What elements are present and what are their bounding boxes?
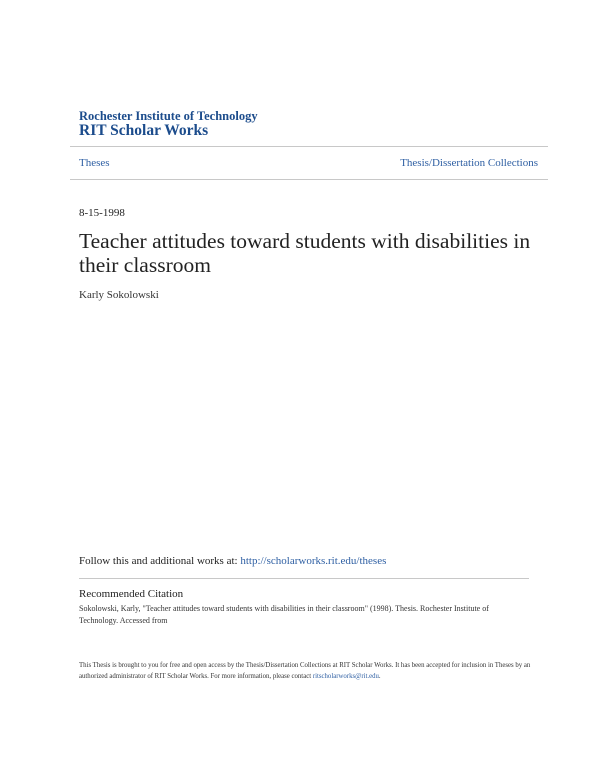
collections-link[interactable]: Thesis/Dissertation Collections — [400, 157, 538, 169]
footer-notice — [79, 660, 539, 682]
footer-text: This Thesis is brought to you for free and open access by the Thesis/Dissertation Collections at RIT Scholar Works. It has been accepted for inclusion in Theses by an authorized administrator of RIT Scholar Works. For more information, please contact — [79, 662, 531, 680]
theses-url-link[interactable]: http://scholarworks.rit.edu/theses — [240, 555, 387, 567]
citation-text: Sokolowski, Karly, "Teacher attitudes toward students with disabilities in their classroom" (1998). Thesis. Rochester Institute of Technology. Accessed from — [79, 604, 489, 625]
institution-name: Rochester Institute of Technology — [79, 109, 258, 123]
theses-link[interactable]: Theses — [79, 157, 110, 169]
follow-line — [79, 555, 386, 567]
citation-heading: Recommended Citation — [79, 588, 184, 600]
header-divider — [70, 146, 548, 147]
nav-divider — [70, 179, 548, 180]
citation-divider — [79, 578, 529, 579]
footer-suffix: . — [378, 673, 381, 680]
document-title: Teacher attitudes toward students with disabilities in their classroom — [79, 229, 531, 277]
publication-date: 8-15-1998 — [79, 207, 125, 219]
follow-prefix: Follow this and additional works at: — [79, 555, 241, 567]
contact-email-link[interactable]: ritscholarworks@rit.edu — [312, 673, 379, 680]
repository-name[interactable]: RIT Scholar Works — [79, 122, 209, 139]
author-name: Karly Sokolowski — [79, 289, 159, 301]
